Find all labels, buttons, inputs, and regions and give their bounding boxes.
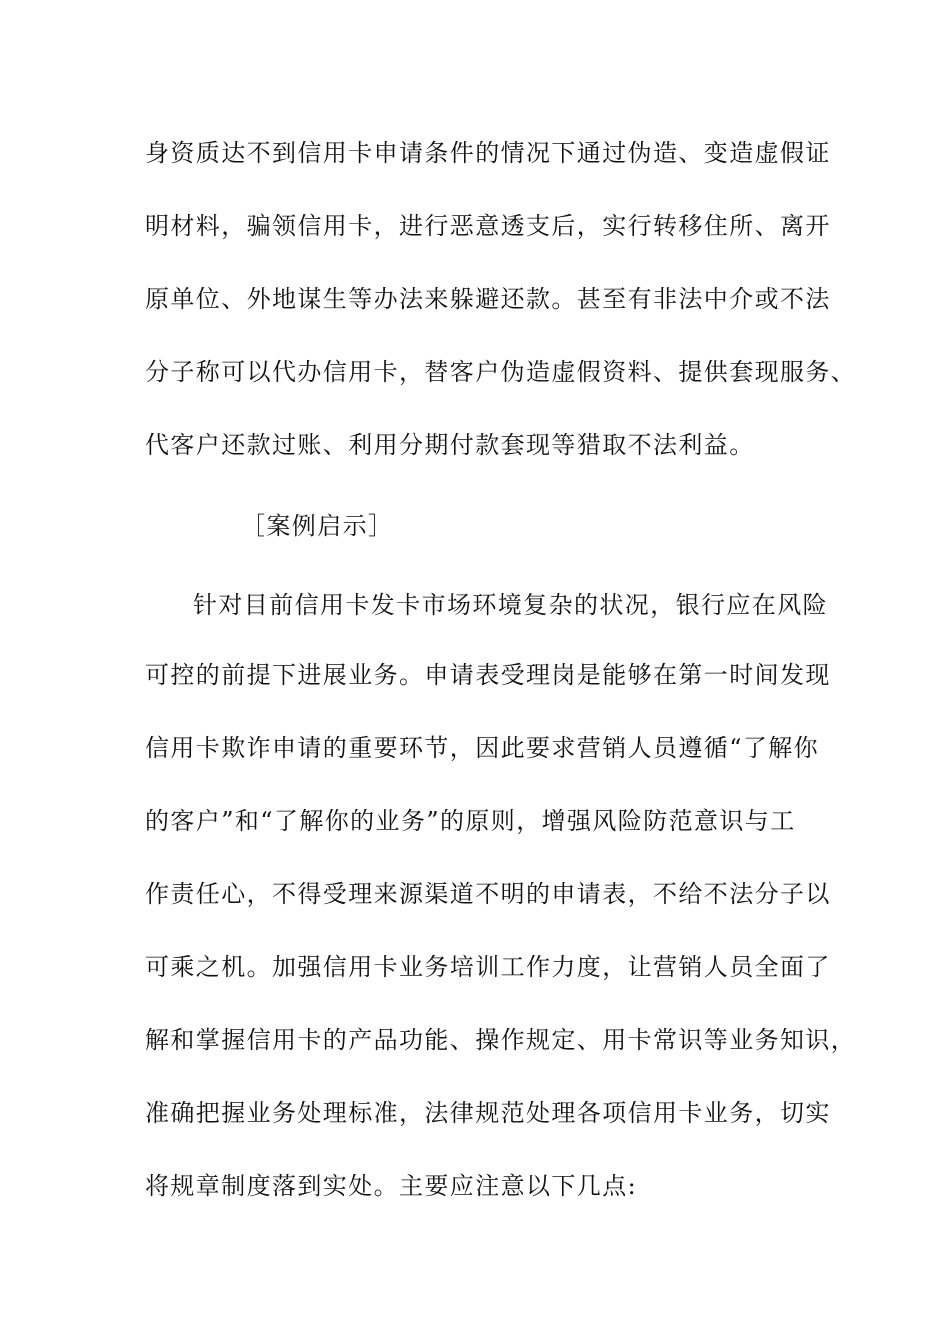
text-line: 针对目前信用卡发卡市场环境复杂的状况，银行应在风险	[193, 591, 828, 619]
section-heading: ［案例启示］	[241, 512, 394, 540]
text-line: 信用卡欺诈申请的重要环节，因此要求营销人员遵循“了解你	[145, 734, 820, 762]
text-line: 解和掌握信用卡的产品功能、操作规定、用卡常识等业务知识，	[145, 1026, 857, 1054]
text-line: 可控的前提下进展业务。申请表受理岗是能够在第一时间发现	[145, 661, 831, 689]
text-line: 将规章制度落到实处。主要应注意以下几点:	[145, 1172, 638, 1200]
text-line: 代客户还款过账、利用分期付款套现等猎取不法利益。	[145, 431, 755, 459]
text-line: 原单位、外地谋生等办法来躲避还款。甚至有非法中介或不法	[145, 285, 831, 313]
text-line: 可乘之机。加强信用卡业务培训工作力度，让营销人员全面了	[145, 953, 831, 981]
text-line: 作责任心，不得受理来源渠道不明的申请表，不给不法分子以	[145, 880, 831, 908]
text-line: 的客户”和“了解你的业务”的原则，增强风险防范意识与工	[145, 807, 796, 835]
text-line: 准确把握业务处理标准，法律规范处理各项信用卡业务，切实	[145, 1099, 831, 1127]
text-line: 明材料，骗领信用卡，进行恶意透支后，实行转移住所、离开	[145, 212, 831, 240]
text-line: 身资质达不到信用卡申请条件的情况下通过伪造、变造虚假证	[145, 139, 831, 167]
text-line: 分子称可以代办信用卡，替客户伪造虚假资料、提供套现服务、	[145, 358, 857, 386]
